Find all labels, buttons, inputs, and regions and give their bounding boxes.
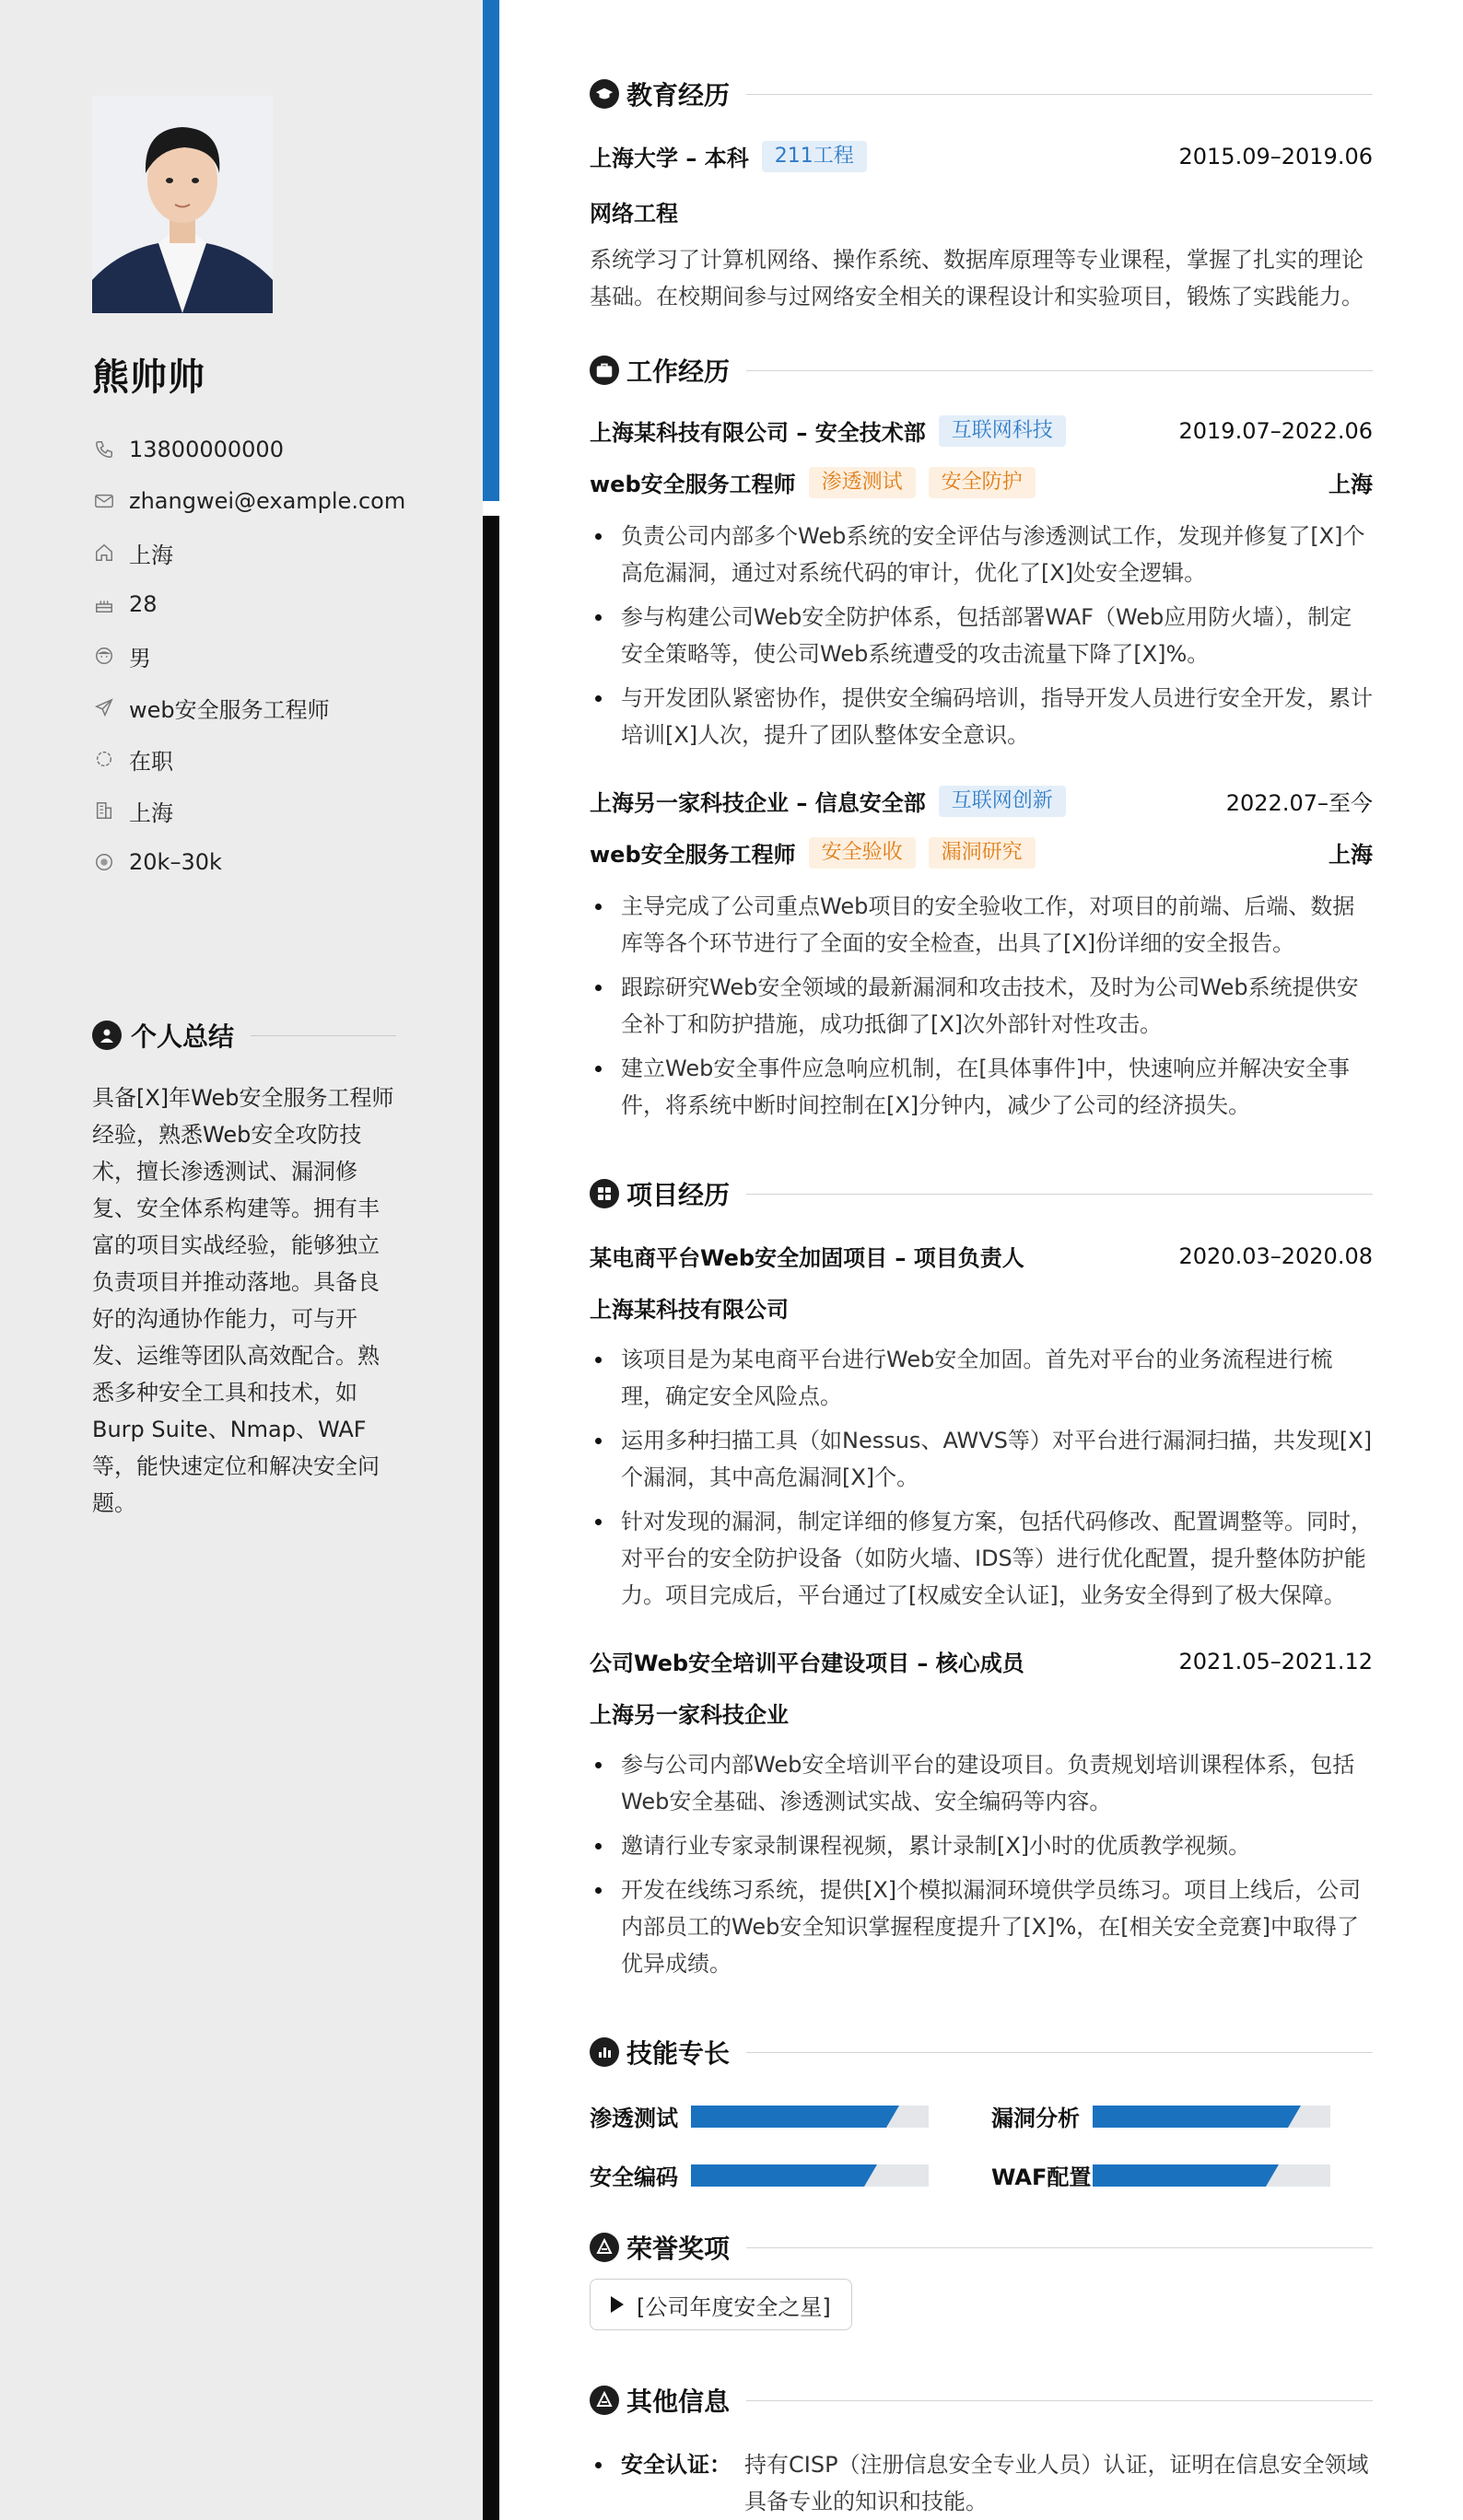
status-icon [92, 747, 116, 771]
list-item: 运用多种扫描工具（如Nessus、AWVS等）对平台进行漏洞扫描，共发现[X]个漏洞，其中高危漏洞[X]个。 [590, 1422, 1373, 1496]
project-org: 上海另一家科技企业 [590, 1702, 789, 1728]
gender-icon [92, 644, 116, 668]
list-item: 开发在线练习系统，提供[X]个模拟漏洞环境供学员练习。项目上线后，公司内部员工的Web安全知识掌握程度提升了[X]%，在[相关安全竞赛]中取得了优异成绩。 [590, 1872, 1373, 1982]
job-header [590, 414, 1373, 447]
job-header [590, 785, 1373, 817]
job-role: web安全服务工程师 [590, 842, 796, 868]
list-item: 负责公司内部多个Web系统的安全评估与渗透测试工作，发现并修复了[X]个高危漏洞，通过对系统代码的审计，优化了[X]处安全逻辑。 [590, 518, 1373, 591]
salary-icon [92, 850, 116, 874]
skill-bar-fill [1093, 2164, 1266, 2187]
skill-item [590, 2100, 929, 2132]
skill-name: 漏洞分析 [991, 2106, 1080, 2131]
mail-icon [92, 489, 116, 513]
industry-tag: 互联网科技 [939, 415, 1066, 447]
info-row-workplace [92, 785, 461, 836]
building-icon [92, 799, 116, 822]
project-bullets [590, 1746, 1373, 1989]
skill-bar [1093, 2164, 1330, 2187]
job-company: 上海另一家科技企业 – 信息安全部 [590, 790, 926, 816]
school-name: 上海大学 – 本科 [590, 146, 749, 171]
award-chip [590, 2279, 852, 2330]
project-name: 某电商平台Web安全加固项目 – 项目负责人 [590, 1245, 1024, 1271]
list-item: 该项目是为某电商平台进行Web安全加固。首先对平台的业务流程进行梳理，确定安全风险点。 [590, 1341, 1373, 1415]
info-row-position [92, 682, 461, 733]
job-company: 上海某科技有限公司 – 安全技术部 [590, 420, 926, 446]
job-date: 2019.07–2022.06 [1178, 417, 1373, 444]
job-role-row [590, 836, 1373, 869]
list-item: 参与构建公司Web安全防护体系，包括部署WAF（Web应用防火墙），制定安全策略等，使公司Web系统遭受的攻击流量下降了[X]%。 [590, 599, 1373, 672]
bar-chart-icon [590, 2037, 619, 2067]
project-date: 2021.05–2021.12 [1178, 1648, 1373, 1674]
list-item: 主导完成了公司重点Web项目的安全验收工作，对项目的前端、后端、数据库等各个环节进行了全面的安全检查，出具了[X]份详细的安全报告。 [590, 888, 1373, 962]
divider [746, 2400, 1373, 2401]
skill-tag: 漏洞研究 [929, 837, 1036, 869]
project-date: 2020.03–2020.08 [1178, 1242, 1373, 1269]
skill-name: 安全编码 [590, 2164, 678, 2190]
list-item: 跟踪研究Web安全领域的最新漏洞和攻击技术，及时为公司Web系统提供安全补丁和防护措施，成功抵御了[X]次外部针对性攻击。 [590, 969, 1373, 1043]
section-header-work [590, 352, 1373, 389]
info-row-phone [92, 424, 461, 475]
award-text: [公司年度安全之星] [637, 2293, 831, 2320]
skill-name: 渗透测试 [590, 2106, 678, 2131]
section-title: 教育经历 [626, 80, 731, 111]
summary-header [92, 1017, 396, 1054]
info-text: 上海 [129, 542, 173, 568]
project-header [590, 1240, 1373, 1272]
project-name: 公司Web安全培训平台建设项目 – 核心成员 [590, 1651, 1024, 1676]
section-title: 其他信息 [626, 2386, 731, 2417]
grid-icon [590, 1179, 619, 1208]
info-text: 在职 [129, 748, 173, 775]
info-row-status [92, 733, 461, 785]
info-text: 13800000000 [129, 437, 284, 462]
skill-item [590, 2159, 929, 2191]
info-text: 男 [129, 645, 151, 671]
job-date: 2022.07–至今 [1225, 790, 1373, 816]
section-header-honors [590, 2229, 1373, 2266]
phone-icon [92, 438, 116, 461]
divider [746, 1194, 1373, 1195]
send-icon [92, 695, 116, 719]
contact-info-list [92, 424, 461, 888]
info-icon [590, 2386, 619, 2415]
info-row-gender [92, 630, 461, 682]
section-header-projects [590, 1175, 1373, 1212]
skill-bar-fill [1093, 2106, 1288, 2128]
info-row-salary [92, 836, 461, 888]
info-row-email [92, 475, 461, 527]
home-icon [92, 541, 116, 565]
education-date: 2015.09–2019.06 [1178, 143, 1373, 169]
school-tag: 211工程 [762, 141, 867, 172]
skill-tag: 渗透测试 [809, 467, 916, 498]
major: 网络工程 [590, 201, 678, 227]
skill-bar-fill [691, 2164, 864, 2187]
briefcase-icon [590, 356, 619, 385]
job-city: 上海 [1328, 472, 1373, 497]
info-text: zhangwei@example.com [129, 488, 406, 514]
info-text: 28 [129, 591, 158, 617]
list-item: 参与公司内部Web安全培训平台的建设项目。负责规划培训课程体系，包括Web安全基础、渗透测试实战、安全编码等内容。 [590, 1746, 1373, 1820]
graduation-cap-icon [590, 79, 619, 109]
divider [251, 1035, 396, 1036]
info-text: 上海 [129, 799, 173, 826]
section-title: 荣誉奖项 [626, 2234, 731, 2264]
skill-bar [691, 2164, 929, 2187]
play-icon [611, 2296, 624, 2313]
education-header [590, 140, 1373, 172]
project-org: 上海某科技有限公司 [590, 1297, 789, 1323]
award-icon [590, 2233, 619, 2262]
skill-item [991, 2159, 1330, 2191]
accent-bar-blue [483, 0, 499, 501]
section-title: 工作经历 [626, 356, 731, 387]
summary-text: 具备[X]年Web安全服务工程师经验，熟悉Web安全攻防技术，擅长渗透测试、漏洞修复、安全体系构建等。拥有丰富的项目实战经验，能够独立负责项目并推动落地。具备良好的沟通协作能力，可与开发、运维等团队高效配合。熟悉多种安全工具和技术，如Burp Suite、Nmap、WAF等，能快速定位和解决安全问题。 [92, 1085, 394, 1516]
divider [746, 94, 1373, 95]
skill-name: WAF配置 [991, 2164, 1092, 2190]
skill-tag: 安全验收 [809, 837, 916, 869]
education-desc: 系统学习了计算机网络、操作系统、数据库原理等专业课程，掌握了扎实的理论基础。在校期间参与过网络安全相关的课程设计和实验项目，锻炼了实践能力。 [590, 247, 1364, 309]
job-bullets [590, 518, 1373, 761]
info-row-age [92, 578, 461, 630]
summary-title: 个人总结 [131, 1021, 235, 1052]
profile-name: 熊帅帅 [92, 356, 205, 399]
accent-bar-black [483, 516, 499, 2520]
section-title: 技能专长 [626, 2038, 731, 2069]
other-label: 安全认证： [621, 2452, 732, 2478]
divider [746, 2052, 1373, 2053]
job-city: 上海 [1328, 842, 1373, 868]
section-title: 项目经历 [626, 1180, 731, 1210]
industry-tag: 互联网创新 [939, 786, 1066, 817]
project-bullets [590, 1341, 1373, 1621]
user-circle-icon [92, 1021, 122, 1050]
info-text: web安全服务工程师 [129, 696, 330, 723]
other-list [590, 2446, 1373, 2520]
job-role: web安全服务工程师 [590, 472, 796, 497]
section-header-education [590, 76, 1373, 112]
skill-item [991, 2100, 1330, 2132]
job-bullets [590, 888, 1373, 1131]
skill-bar [1093, 2106, 1330, 2128]
other-text: 持有CISP（注册信息安全专业人员）认证，证明在信息安全领域具备专业的知识和技能。 [744, 2452, 1369, 2514]
list-item: 邀请行业专家录制课程视频，累计录制[X]小时的优质教学视频。 [590, 1827, 1373, 1864]
project-header [590, 1645, 1373, 1677]
list-item [590, 2446, 1373, 2520]
divider [746, 370, 1373, 371]
skill-bar [691, 2106, 929, 2128]
skill-tag: 安全防护 [929, 467, 1036, 498]
list-item: 建立Web安全事件应急响应机制，在[具体事件]中，快速响应并解决安全事件，将系统中断时间控制在[X]分钟内，减少了公司的经济损失。 [590, 1050, 1373, 1124]
section-header-other [590, 2382, 1373, 2419]
cake-icon [92, 592, 116, 616]
job-role-row [590, 466, 1373, 498]
info-text: 20k–30k [129, 849, 222, 875]
list-item: 与开发团队紧密协作，提供安全编码培训，指导开发人员进行安全开发，累计培训[X]人次，提升了团队整体安全意识。 [590, 680, 1373, 753]
avatar [92, 96, 273, 313]
section-header-skills [590, 2034, 1373, 2071]
info-row-city [92, 527, 461, 578]
list-item: 针对发现的漏洞，制定详细的修复方案，包括代码修改、配置调整等。同时，对平台的安全防护设备（如防火墙、IDS等）进行优化配置，提升整体防护能力。项目完成后，平台通过了[权威安全认证]，业务安全得到了极大保障。 [590, 1503, 1373, 1614]
divider [746, 2247, 1373, 2248]
skill-bar-fill [691, 2106, 886, 2128]
